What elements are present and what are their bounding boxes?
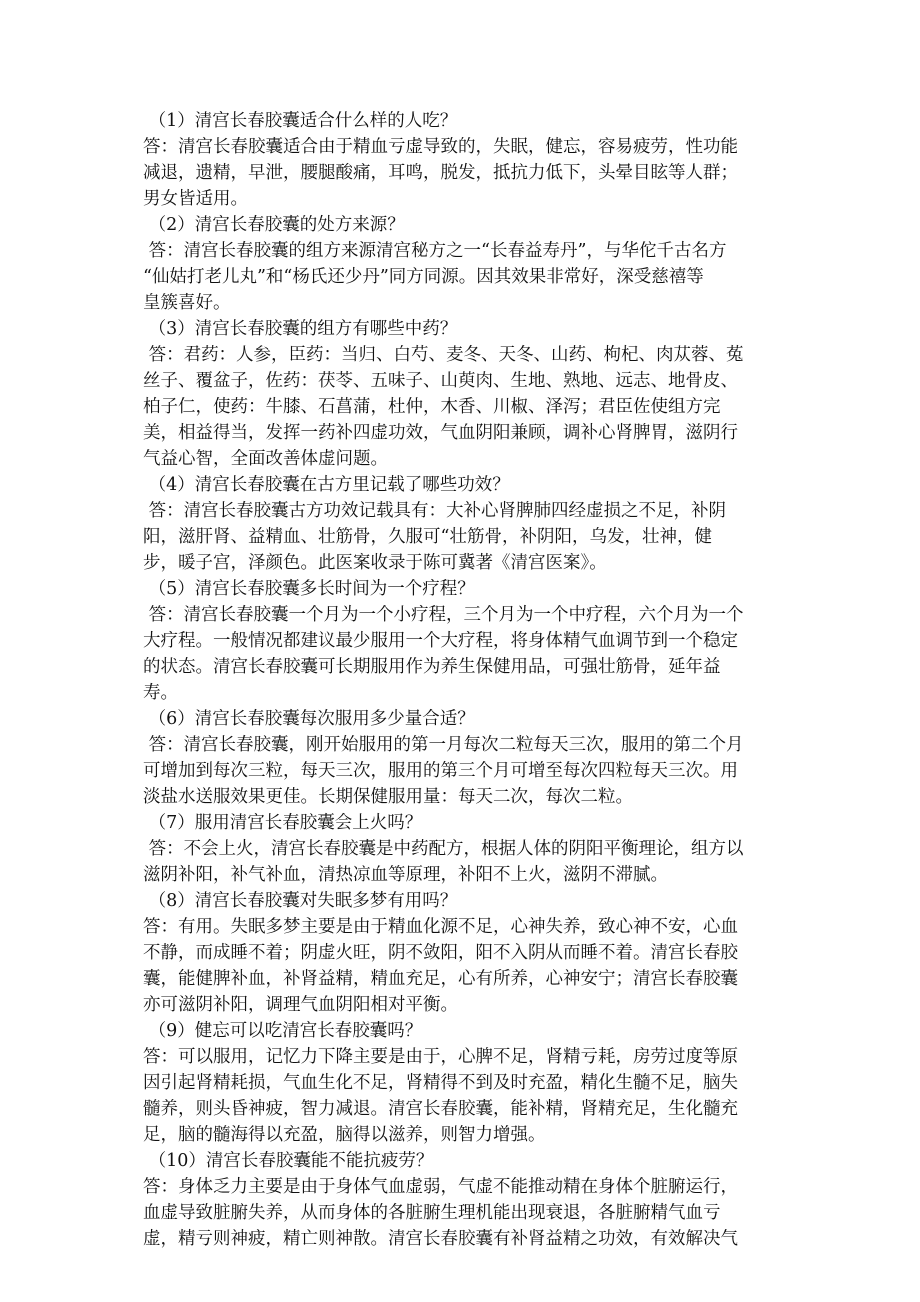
text-line: 答：清宫长春胶囊适合由于精血亏虚导致的，失眠，健忘，容易疲劳，性功能 xyxy=(143,137,738,157)
text-line: （2）清宫长春胶囊的处方来源？ xyxy=(143,215,405,235)
text-line: 阳，滋肝肾、益精血、壮筋骨，久服可“壮筋骨，补阴阳，乌发，壮神，健 xyxy=(143,527,712,547)
text-line: 答：清宫长春胶囊一个月为一个小疗程，三个月为一个中疗程，六个月为一个 xyxy=(143,605,744,625)
text-line: 虚，精亏则神疲，精亡则神散。清宫长春胶囊有补肾益精之功效，有效解决气 xyxy=(143,1229,738,1249)
text-line: （6）清宫长春胶囊每次服用多少量合适？ xyxy=(143,709,475,729)
text-line: 答：清宫长春胶囊的组方来源清宫秘方之一“长春益寿丹”，与华佗千古名方 xyxy=(143,241,727,261)
text-line: （7）服用清宫长春胶囊会上火吗？ xyxy=(143,813,423,833)
text-line: 因引起肾精耗损，气血生化不足，肾精得不到及时充盈，精化生髓不足，脑失 xyxy=(143,1073,738,1093)
text-line: 答：不会上火，清宫长春胶囊是中药配方，根据人体的阴阳平衡理论，组方以 xyxy=(143,839,744,859)
text-line: （9）健忘可以吃清宫长春胶囊吗？ xyxy=(143,1021,423,1041)
text-line: 答：有用。失眠多梦主要是由于精血化源不足，心神失养，致心神不安，心血 xyxy=(143,917,738,937)
text-line: 丝子、覆盆子，佐药：茯苓、五味子、山萸肉、生地、熟地、远志、地骨皮、 xyxy=(143,371,738,391)
document-body xyxy=(143,108,783,1252)
text-line: 柏子仁，使药：牛膝、石菖蒲，杜仲，木香、川椒、泽泻；君臣佐使组方完 xyxy=(143,397,721,417)
text-line: （5）清宫长春胶囊多长时间为一个疗程？ xyxy=(143,579,475,599)
text-line: 答：身体乏力主要是由于身体气血虚弱，气虚不能推动精在身体个脏腑运行， xyxy=(143,1177,738,1197)
text-line: 减退，遗精，早泄，腰腿酸痛，耳鸣，脱发，抵抗力低下，头晕目眩等人群； xyxy=(143,163,738,183)
text-line: 男女皆适用。 xyxy=(143,189,248,209)
text-line: 的状态。清宫长春胶囊可长期服用作为养生保健用品，可强壮筋骨，延年益 xyxy=(143,657,721,677)
text-line: 亦可滋阴补阳，调理气血阴阳相对平衡。 xyxy=(143,995,458,1015)
text-line: 寿。 xyxy=(143,683,178,703)
text-line: 答：君药：人参，臣药：当归、白芍、麦冬、天冬、山药、枸杞、肉苁蓉、菟 xyxy=(143,345,744,365)
text-line: 答：清宫长春胶囊，刚开始服用的第一月每次二粒每天三次，服用的第二个月 xyxy=(143,735,744,755)
text-line: 淡盐水送服效果更佳。长期保健服用量：每天二次，每次二粒。 xyxy=(143,787,633,807)
text-line: “仙姑打老儿丸”和“杨氏还少丹”同方同源。因其效果非常好，深受慈禧等 xyxy=(143,267,704,287)
text-line: 步，暖子宫，泽颜色。此医案收录于陈可冀著《清宫医案》。 xyxy=(143,553,607,573)
text-line: 大疗程。一般情况都建议最少服用一个大疗程，将身体精气血调节到一个稳定 xyxy=(143,631,738,651)
text-line: （3）清宫长春胶囊的组方有哪些中药？ xyxy=(143,319,458,339)
text-line: （4）清宫长春胶囊在古方里记载了哪些功效？ xyxy=(143,475,510,495)
text-line: 答：可以服用，记忆力下降主要是由于，心脾不足，肾精亏耗，房劳过度等原 xyxy=(143,1047,738,1067)
text-line: 髓养，则头昏神疲，智力减退。清宫长春胶囊，能补精，肾精充足，生化髓充 xyxy=(143,1099,738,1119)
text-line: 足，脑的髓海得以充盈，脑得以滋养，则智力增强。 xyxy=(143,1125,546,1145)
text-line: 可增加到每次三粒，每天三次，服用的第三个月可增至每次四粒每天三次。用 xyxy=(143,761,738,781)
text-line: 滋阴补阳，补气补血，清热凉血等原理，补阳不上火，滋阴不滞腻。 xyxy=(143,865,668,885)
text-line: 不静，而成睡不着；阴虚火旺，阴不敛阳，阳不入阴从而睡不着。清宫长春胶 xyxy=(143,943,738,963)
text-line: 皇簇喜好。 xyxy=(143,293,231,313)
text-line: 囊，能健脾补血，补肾益精，精血充足，心有所养，心神安宁；清宫长春胶囊 xyxy=(143,969,738,989)
text-line: 美，相益得当，发挥一药补四虚功效，气血阴阳兼顾，调补心肾脾胃，滋阴行 xyxy=(143,423,738,443)
text-line: 气益心智，全面改善体虚问题。 xyxy=(143,449,388,469)
text-line: 血虚导致脏腑失养，从而身体的各脏腑生理机能出现衰退，各脏腑精气血亏 xyxy=(143,1203,721,1223)
text-line: （8）清宫长春胶囊对失眠多梦有用吗？ xyxy=(143,891,458,911)
text-line: 答：清宫长春胶囊古方功效记载具有：大补心肾脾肺四经虚损之不足，补阴 xyxy=(143,501,727,521)
text-line: （1）清宫长春胶囊适合什么样的人吃？ xyxy=(143,111,458,131)
text-line: （10）清宫长春胶囊能不能抗疲劳？ xyxy=(143,1151,434,1171)
